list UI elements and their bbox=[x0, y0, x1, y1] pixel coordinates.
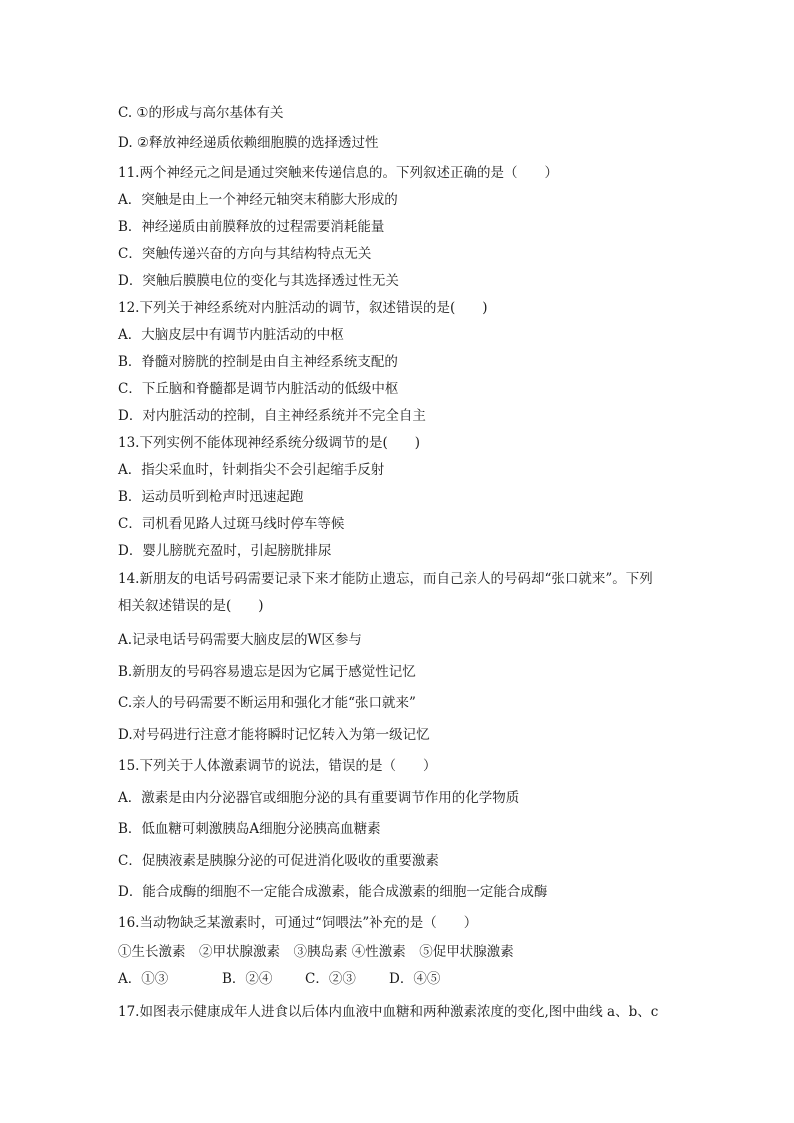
q17-stem: 17.如图表示健康成年人进食以后体内血液中血糖和两种激素浓度的变化,图中曲线 a、b、c bbox=[118, 1004, 659, 1020]
q10-option-c: C. ①的形成与高尔基体有关 bbox=[118, 105, 284, 121]
q11-option-b: B．神经递质由前膜释放的过程需要消耗能量 bbox=[118, 219, 385, 235]
q15-stem: 15.下列关于人体激素调节的说法，错误的是（ ） bbox=[118, 758, 437, 774]
q14-stem-line2: 相关叙述错误的是( ) bbox=[118, 598, 264, 614]
q16-option-c: C．②③ bbox=[305, 971, 356, 987]
q11-option-d: D．突触后膜膜电位的变化与其选择透过性无关 bbox=[118, 273, 399, 289]
q11-option-c: C．突触传递兴奋的方向与其结构特点无关 bbox=[118, 246, 372, 262]
q13-option-d: D．婴儿膀胱充盈时，引起膀胱排尿 bbox=[118, 543, 332, 559]
q12-option-b: B．脊髓对膀胱的控制是由自主神经系统支配的 bbox=[118, 354, 398, 370]
q12-option-c: C．下丘脑和脊髓都是调节内脏活动的低级中枢 bbox=[118, 381, 399, 397]
q11-option-a: A．突触是由上一个神经元轴突末稍膨大形成的 bbox=[118, 192, 398, 208]
q16-option-a: A．①③ bbox=[118, 971, 169, 987]
q12-stem: 12.下列关于神经系统对内脏活动的调节，叙述错误的是( ) bbox=[118, 300, 488, 316]
q10-option-d: D. ②释放神经递质依赖细胞膜的选择透过性 bbox=[118, 135, 379, 151]
q11-stem: 11.两个神经元之间是通过突触来传递信息的。下列叙述正确的是（ ） bbox=[118, 165, 558, 181]
q12-option-a: A．大脑皮层中有调节内脏活动的中枢 bbox=[118, 327, 344, 343]
q16-option-d: D．④⑤ bbox=[389, 971, 441, 987]
q13-option-a: A．指尖采血时，针刺指尖不会引起缩手反射 bbox=[118, 462, 385, 478]
q15-option-c: C．促胰液素是胰腺分泌的可促进消化吸收的重要激素 bbox=[118, 853, 439, 869]
q12-option-d: D．对内脏活动的控制，自主神经系统并不完全自主 bbox=[118, 408, 426, 424]
q15-option-a: A．激素是由内分泌器官或细胞分泌的具有重要调节作用的化学物质 bbox=[118, 790, 520, 806]
q16-choices-list: ①生长激素 ②甲状腺激素 ③胰岛素 ④性激素 ⑤促甲状腺激素 bbox=[118, 944, 514, 960]
q16-options-row bbox=[118, 970, 440, 988]
q15-option-b: B．低血糖可刺激胰岛A细胞分泌胰高血糖素 bbox=[118, 821, 381, 837]
q14-option-a: A.记录电话号码需要大脑皮层的W区参与 bbox=[118, 632, 362, 648]
q14-option-d: D.对号码进行注意才能将瞬时记忆转入为第一级记忆 bbox=[118, 727, 430, 743]
q16-stem: 16.当动物缺乏某激素时，可通过“饲喂法”补充的是（ ） bbox=[118, 915, 478, 931]
q13-option-b: B．运动员听到枪声时迅速起跑 bbox=[118, 489, 304, 505]
q14-stem-line1: 14.新朋友的电话号码需要记录下来才能防止遗忘，而自己亲人的号码却“张口就来”。下列 bbox=[118, 571, 653, 587]
q13-option-c: C．司机看见路人过斑马线时停车等候 bbox=[118, 516, 345, 532]
q14-option-b: B.新朋友的号码容易遗忘是因为它属于感觉性记忆 bbox=[118, 664, 416, 680]
q13-stem: 13.下列实例不能体现神经系统分级调节的是( ) bbox=[118, 435, 421, 451]
q14-option-c: C.亲人的号码需要不断运用和强化才能“张口就来” bbox=[118, 695, 416, 711]
q16-option-b: B．②④ bbox=[222, 971, 273, 987]
q15-option-d: D．能合成酶的细胞不一定能合成激素，能合成激素的细胞一定能合成酶 bbox=[118, 884, 548, 900]
